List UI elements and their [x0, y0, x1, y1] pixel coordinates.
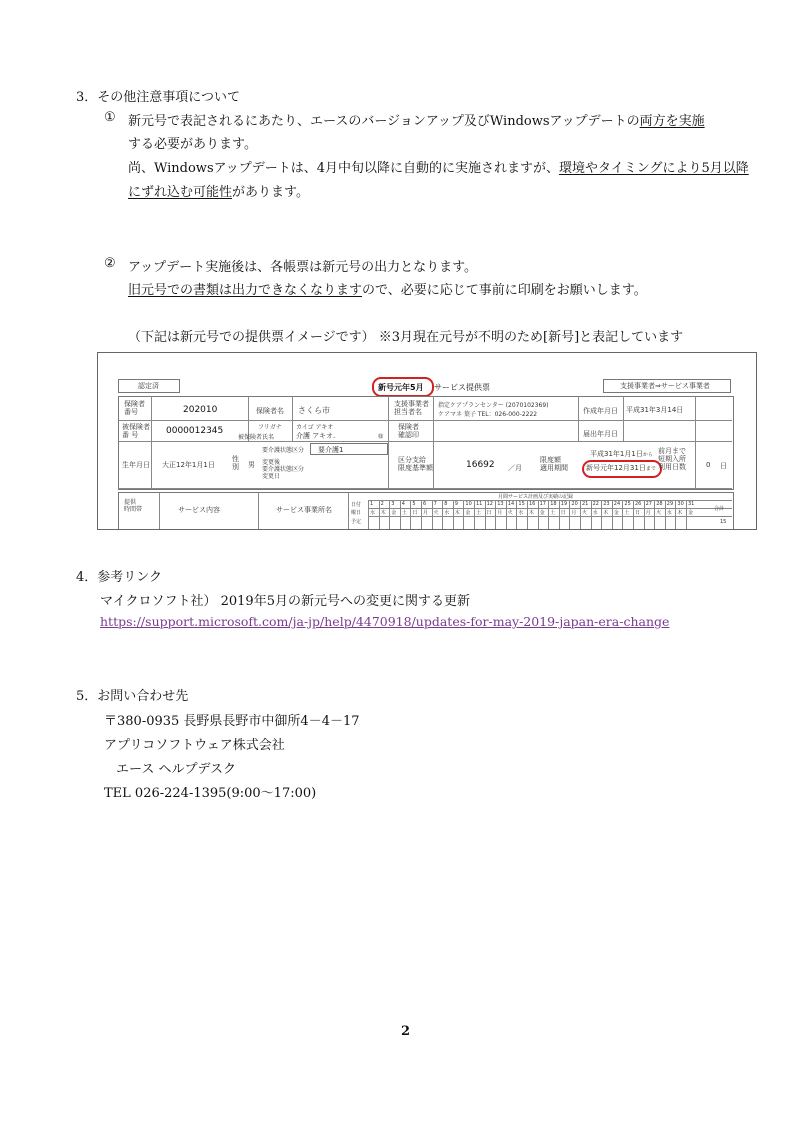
- care-manager: ケアマネ 葉子 TEL：026-000-2222: [438, 411, 538, 418]
- day-weekday: 木: [603, 510, 609, 516]
- page-number: 2: [401, 1024, 411, 1039]
- item-1-line-4: [128, 181, 309, 200]
- day-number: 13: [497, 501, 504, 507]
- approved-label: 認定済: [138, 382, 159, 390]
- section-4-heading: 4．参考リンク: [76, 570, 163, 585]
- day-weekday: 火: [507, 510, 513, 516]
- form-caption: （下記は新元号での提供票イメージです） ※3月現在元号が不明のため[新号]と表記しています: [128, 330, 684, 345]
- section-5-heading: 5．お問い合わせ先: [76, 689, 189, 704]
- day-weekday: 土: [624, 510, 630, 516]
- day-number: 17: [539, 501, 546, 507]
- col-date: 日付: [351, 502, 362, 508]
- day-number: 2: [380, 501, 384, 507]
- day-number: 14: [507, 501, 515, 507]
- short-stay-label: 前月まで 短期入所 利用日数: [658, 447, 686, 471]
- per-month: ／月: [508, 464, 522, 472]
- day-number: 22: [592, 501, 599, 507]
- item-1-line-3: [128, 157, 749, 176]
- day-weekday: 月: [571, 510, 577, 516]
- day-weekday: 水: [592, 510, 598, 516]
- day-weekday: 月: [497, 510, 503, 516]
- col-office: サービス事業所名: [276, 506, 332, 514]
- section-3-heading: 3．その他注意事項について: [76, 90, 241, 105]
- form-title-era: 新号元年5月: [378, 383, 424, 392]
- insured-name-label: 被保険者氏名: [238, 434, 275, 441]
- day-number: 25: [624, 501, 631, 507]
- item-1-line-4-underlined: にずれ込む可能性: [128, 185, 233, 200]
- created-date: 平成31年3月14日: [626, 406, 684, 414]
- day-weekday: 日: [560, 510, 566, 516]
- era-highlight-circle: [372, 377, 434, 397]
- day-number: 4: [401, 501, 405, 507]
- item-2-line-2: [128, 279, 647, 298]
- insurer-no-label: 保険者 番号: [124, 400, 145, 416]
- birth-date: 大正12年1月1日: [162, 461, 215, 469]
- day-number: 28: [656, 501, 663, 507]
- period-from-date: 平成31年1月1日: [590, 450, 643, 458]
- day-number: 31: [688, 501, 695, 507]
- period-label: 限度額 適用期間: [540, 456, 568, 472]
- day-weekday: 水: [666, 510, 672, 516]
- changed-label-1: 変更後: [262, 459, 281, 466]
- row-plan: 予定: [351, 519, 362, 525]
- limit-label: 区分支給 限度基準額: [398, 456, 433, 472]
- day-weekday: 土: [550, 510, 556, 516]
- item-1-line-1-text: 新元号で表記されるにあたり、エースのバージョンアップ及びWindowsアップデートの: [128, 114, 640, 129]
- day-number: 16: [529, 501, 536, 507]
- furigana-label: フリガナ: [258, 424, 282, 431]
- day-weekday: 火: [582, 510, 588, 516]
- period-from: [590, 449, 653, 459]
- plan-header: 月間サービス計画及び実績の記録: [498, 494, 574, 500]
- reference-link[interactable]: https://support.microsoft.com/ja-jp/help/4470918/updates-for-may-2019-japan-era-change: [100, 614, 670, 629]
- day-number: 15: [518, 501, 525, 507]
- service-provision-form-image: [97, 352, 757, 530]
- day-weekday: 日: [635, 510, 641, 516]
- day-weekday: 水: [370, 510, 376, 516]
- item-2-line-1: アップデート実施後は、各帳票は新元号の出力となります。: [128, 260, 478, 275]
- confirm-label: 保険者 確認印: [398, 423, 419, 439]
- period-from-suffix: から: [642, 452, 653, 458]
- day-number: 26: [635, 501, 642, 507]
- day-number: 30: [677, 501, 684, 507]
- insurer-no: 202010: [183, 405, 218, 415]
- insured-no-label: 被保険者 番 号: [122, 423, 150, 439]
- day-weekday: 金: [391, 510, 397, 516]
- item-1-number: ①: [104, 110, 116, 125]
- day-number: 5: [412, 501, 416, 507]
- contact-company: アプリコソフトウェア株式会社: [104, 738, 285, 753]
- support-office-label: 支援事業者 担当者名: [394, 400, 429, 416]
- day-weekday: 火: [433, 510, 439, 516]
- day-unit: 日: [720, 462, 727, 470]
- birth-label: 生年月日: [122, 461, 150, 469]
- row-total: 15: [720, 519, 727, 525]
- day-number: 18: [550, 501, 557, 507]
- day-weekday: 金: [465, 510, 471, 516]
- changed-label-2: 要介護状態区分: [262, 466, 305, 473]
- day-number: 6: [423, 501, 427, 507]
- day-weekday: 金: [688, 510, 694, 516]
- day-weekday: 木: [677, 510, 683, 516]
- day-weekday: 土: [401, 510, 407, 516]
- day-number: 7: [433, 501, 437, 507]
- day-weekday: 金: [613, 510, 619, 516]
- day-weekday: 木: [380, 510, 386, 516]
- support-office: 指定ケアプランセンター (2070102369): [438, 402, 549, 409]
- item-1-line-2: する必要があります。: [128, 137, 257, 152]
- day-number: 9: [454, 501, 458, 507]
- col-content: サービス内容: [178, 506, 220, 514]
- day-number: 12: [486, 501, 493, 507]
- day-number: 1: [370, 501, 374, 507]
- furigana: カイゴ アキオ: [296, 424, 334, 431]
- created-label: 作成年月日: [583, 407, 618, 415]
- insured-no: 0000012345: [166, 426, 224, 436]
- item-1-line-3-text: 尚、Windowsアップデートは、4月中旬以降に自動的に実施されますが、: [128, 161, 559, 176]
- day-weekday: 日: [412, 510, 418, 516]
- day-weekday: 木: [529, 510, 535, 516]
- period-to-date: 新号元年12月31日: [586, 464, 646, 472]
- day-weekday: 火: [656, 510, 662, 516]
- day-number: 29: [666, 501, 674, 507]
- day-number: 27: [645, 501, 652, 507]
- limit-amount: 16692: [466, 460, 495, 470]
- col-weekday: 曜日: [351, 510, 362, 516]
- provider-type: 支援事業者⇒サービス事業者: [620, 382, 710, 390]
- day-weekday: 土: [476, 510, 482, 516]
- insurer-name: さくら市: [298, 406, 330, 415]
- item-2-line-2-text: ので、必要に応じて事前に印刷をお願いします。: [362, 283, 647, 298]
- day-number: 23: [603, 501, 610, 507]
- insurer-name-label: 保険者名: [256, 407, 284, 415]
- contact-tel: TEL 026-224-1395(9:00～17:00): [104, 786, 317, 801]
- sex: 男: [248, 461, 255, 469]
- day-weekday: 金: [539, 510, 545, 516]
- day-weekday: 水: [444, 510, 450, 516]
- changed-label-3: 変更日: [262, 473, 281, 480]
- day-number: 21: [582, 501, 589, 507]
- item-1-line-1: [128, 110, 705, 129]
- day-number: 11: [476, 501, 483, 507]
- period-highlight-circle: [582, 460, 662, 478]
- sama-label: 様: [378, 434, 384, 440]
- day-number: 24: [613, 501, 621, 507]
- short-stay-days: 0: [706, 461, 711, 469]
- day-number: 10: [465, 501, 472, 507]
- col-total: 合計: [714, 506, 725, 512]
- insured-name: 介護 アキオ.: [296, 432, 336, 440]
- period-to-suffix: まで: [645, 466, 656, 472]
- contact-address: 〒380-0935 長野県長野市中御所4－4－17: [104, 714, 360, 729]
- sex-label: 性 別: [232, 455, 239, 471]
- day-number: 19: [560, 501, 568, 507]
- day-weekday: 月: [423, 510, 429, 516]
- day-number: 20: [571, 501, 578, 507]
- item-1-line-3-underlined: 環境やタイミングにより5月以降: [558, 161, 749, 176]
- day-weekday: 木: [454, 510, 460, 516]
- item-2-line-2-underlined: 旧元号での書類は出力できなくなります: [128, 283, 363, 298]
- filed-label: 届出年月日: [583, 430, 618, 438]
- day-weekday: 日: [486, 510, 492, 516]
- day-weekday: 水: [518, 510, 524, 516]
- item-1-line-1-underlined: 両方を実施: [639, 114, 705, 129]
- form-title-rest: サービス提供票: [434, 383, 490, 392]
- day-number: 3: [391, 501, 395, 507]
- reference-source: マイクロソフト社） 2019年5月の新元号への変更に関する更新: [100, 594, 470, 609]
- item-1-line-4-text: があります。: [232, 185, 309, 200]
- day-weekday: 月: [645, 510, 651, 516]
- col-time: 提供 時間帯: [124, 499, 143, 513]
- contact-desk: エース ヘルプデスク: [116, 762, 236, 777]
- day-number: 8: [444, 501, 448, 507]
- care-level-label: 要介護状態区分: [262, 447, 305, 454]
- item-2-number: ②: [104, 256, 116, 271]
- care-level: 要介護1: [318, 446, 344, 454]
